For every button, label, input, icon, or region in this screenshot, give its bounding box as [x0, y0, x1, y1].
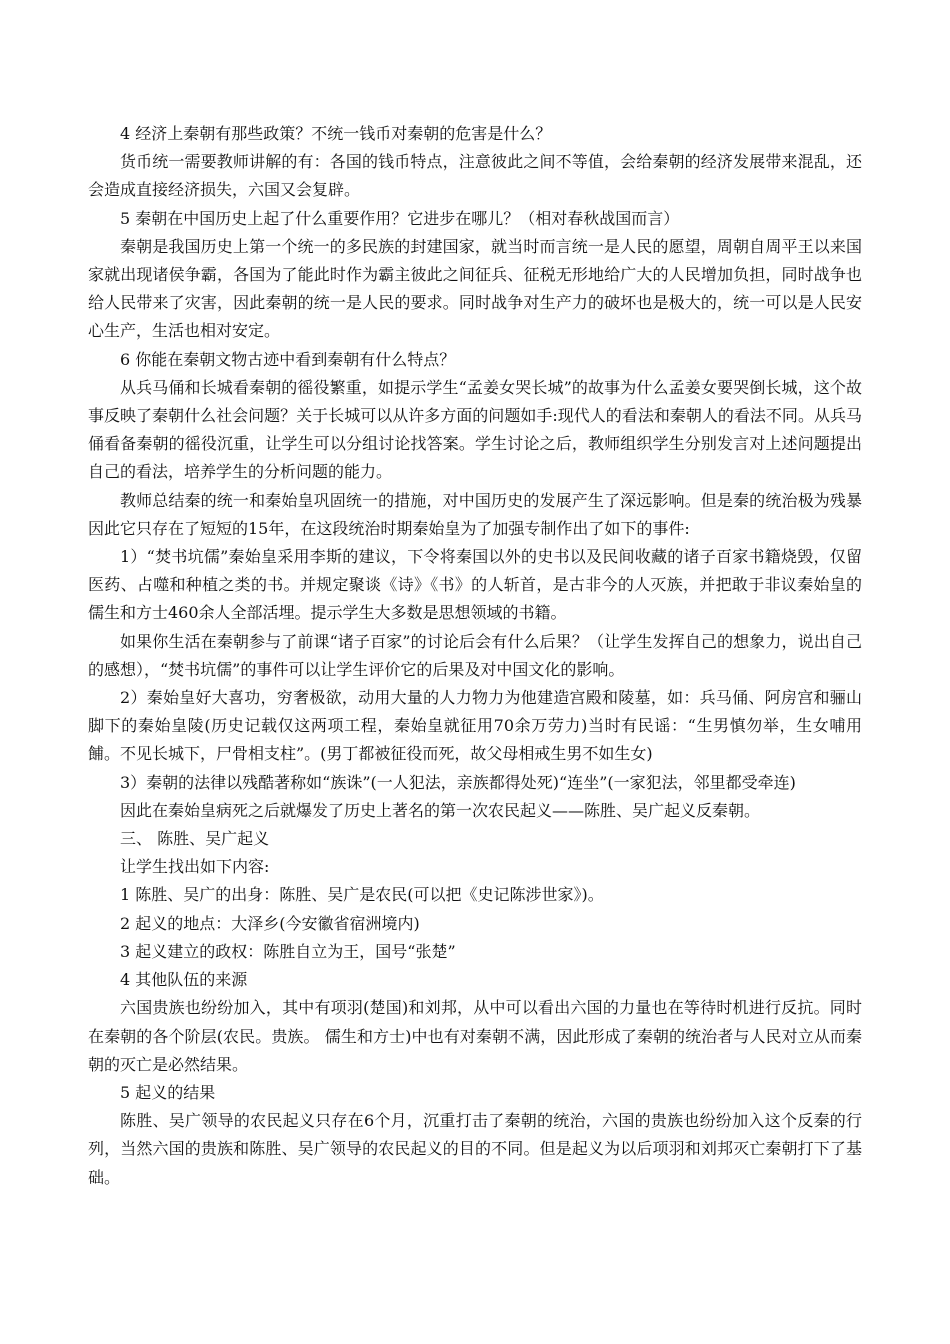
- event-3-harsh-laws: 3）秦朝的法律以残酷著称如“族诛”(一人犯法，亲族都得处死)“连坐”(一家犯法，邻里都受牵连): [120, 772, 796, 792]
- answer-4: 货币统一需要教师讲解的有：各国的钱币特点，注意彼此之间不等值，会给秦朝的经济发展带来混乱，还会造成直接经济损失，六国又会复辟。: [88, 152, 862, 200]
- question-6: 6 你能在秦朝文物古迹中看到秦朝有什么特点？: [120, 349, 456, 369]
- event-1-discussion: 如果你生活在秦朝参与了前课“诸子百家”的讨论后会有什么后果？（让学生发挥自己的想象力，说出自己的感想），“焚书坑儒”的事件可以让学生评价它的后果及对中国文化的影响。: [88, 631, 862, 679]
- teacher-summary: 教师总结秦的统一和秦始皇巩固统一的措施，对中国历史的发展产生了深远影响。但是秦的统治极为残暴因此它只存在了短短的15年，在这段统治时期秦始皇为了加强专制作出了如下的事件:: [88, 490, 862, 538]
- section-heading-3: 三、 陈胜、吴广起义: [120, 829, 270, 849]
- question-5: 5 秦朝在中国历史上起了什么重要作用？它进步在哪儿？（相对春秋战国而言）: [120, 208, 680, 228]
- item-5-heading: 5 起义的结果: [120, 1082, 216, 1102]
- item-5-body: 陈胜、吴广领导的农民起义只存在6个月，沉重打击了秦朝的统治，六国的贵族也纷纷加入这个反秦的行列，当然六国的贵族和陈胜、吴广领导的农民起义的目的不同。但是起义为以后项羽和刘邦灭亡秦朝打下了基础。: [88, 1111, 862, 1187]
- question-4: 4 经济上秦朝有那些政策？不统一钱币对秦朝的危害是什么？: [120, 124, 552, 143]
- document-body: [88, 120, 862, 1192]
- answer-5: 秦朝是我国历史上第一个统一的多民族的封建国家，就当时而言统一是人民的愿望，周朝自周平王以来国家就出现诸侯争霸，各国为了能此时作为霸主彼此之间征兵、征税无形地给广大的人民增加负担，同时战争也给人民带来了灾害，因此秦朝的统一是人民的要求。同时战争对生产力的破坏也是极大的，统一可以是人民安心生产，生活也相对安定。: [88, 236, 862, 341]
- event-2-palaces-tombs: 2）秦始皇好大喜功，穷奢极欲，动用大量的人力物力为他建造宫殿和陵墓，如：兵马俑、阿房宫和骊山脚下的秦始皇陵(历史记载仅这两项工程，秦始皇就征用70余万劳力)当时有民谣：“生男慎勿举，生女哺用餔。不见长城下，尸骨相支柱”。(男丁都被征役而死，故父母相戒生男不如生女): [88, 688, 862, 764]
- uprising-intro: 因此在秦始皇病死之后就爆发了历史上著名的第一次农民起义——陈胜、吴广起义反秦朝。: [120, 800, 761, 820]
- answer-6: 从兵马俑和长城看秦朝的徭役繁重，如提示学生“孟姜女哭长城”的故事为什么孟姜女要哭倒长城，这个故事反映了秦朝什么社会问题？关于长城可以从许多方面的问题如手:现代人的看法和秦朝人的看法不同。从兵马俑看备秦朝的徭役沉重，让学生可以分组讨论找答案。学生讨论之后，教师组织学生分别发言对上述问题提出自己的看法，培养学生的分析问题的能力。: [88, 377, 862, 482]
- item-4-heading: 4 其他队伍的来源: [120, 970, 248, 990]
- item-1-origin: 1 陈胜、吴广的出身：陈胜、吴广是农民(可以把《史记陈涉世家》)。: [120, 885, 604, 905]
- student-task: 让学生找出如下内容:: [120, 857, 270, 877]
- item-4-body: 六国贵族也纷纷加入，其中有项羽(楚国)和刘邦，从中可以看出六国的力量也在等待时机进行反抗。同时在秦朝的各个阶层(农民。贵族。 儒生和方士)中也有对秦朝不满，因此形成了秦朝的统治者与人民对立从而秦朝的灭亡是必然结果。: [88, 998, 862, 1074]
- item-2-location: 2 起义的地点：大泽乡(今安徽省宿洲境内): [120, 913, 420, 933]
- item-3-regime: 3 起义建立的政权：陈胜自立为王，国号“张楚”: [120, 941, 456, 961]
- event-1-burning-books: 1）“焚书坑儒”秦始皇采用李斯的建议，下令将秦国以外的史书以及民间收藏的诸子百家书籍烧毁，仅留医药、占噬和种植之类的书。并规定聚谈《诗》《书》的人斩首，是古非今的人灭族，并把敢于非议秦始皇的儒生和方士460余人全部活埋。提示学生大多数是思想领域的书籍。: [88, 547, 862, 623]
